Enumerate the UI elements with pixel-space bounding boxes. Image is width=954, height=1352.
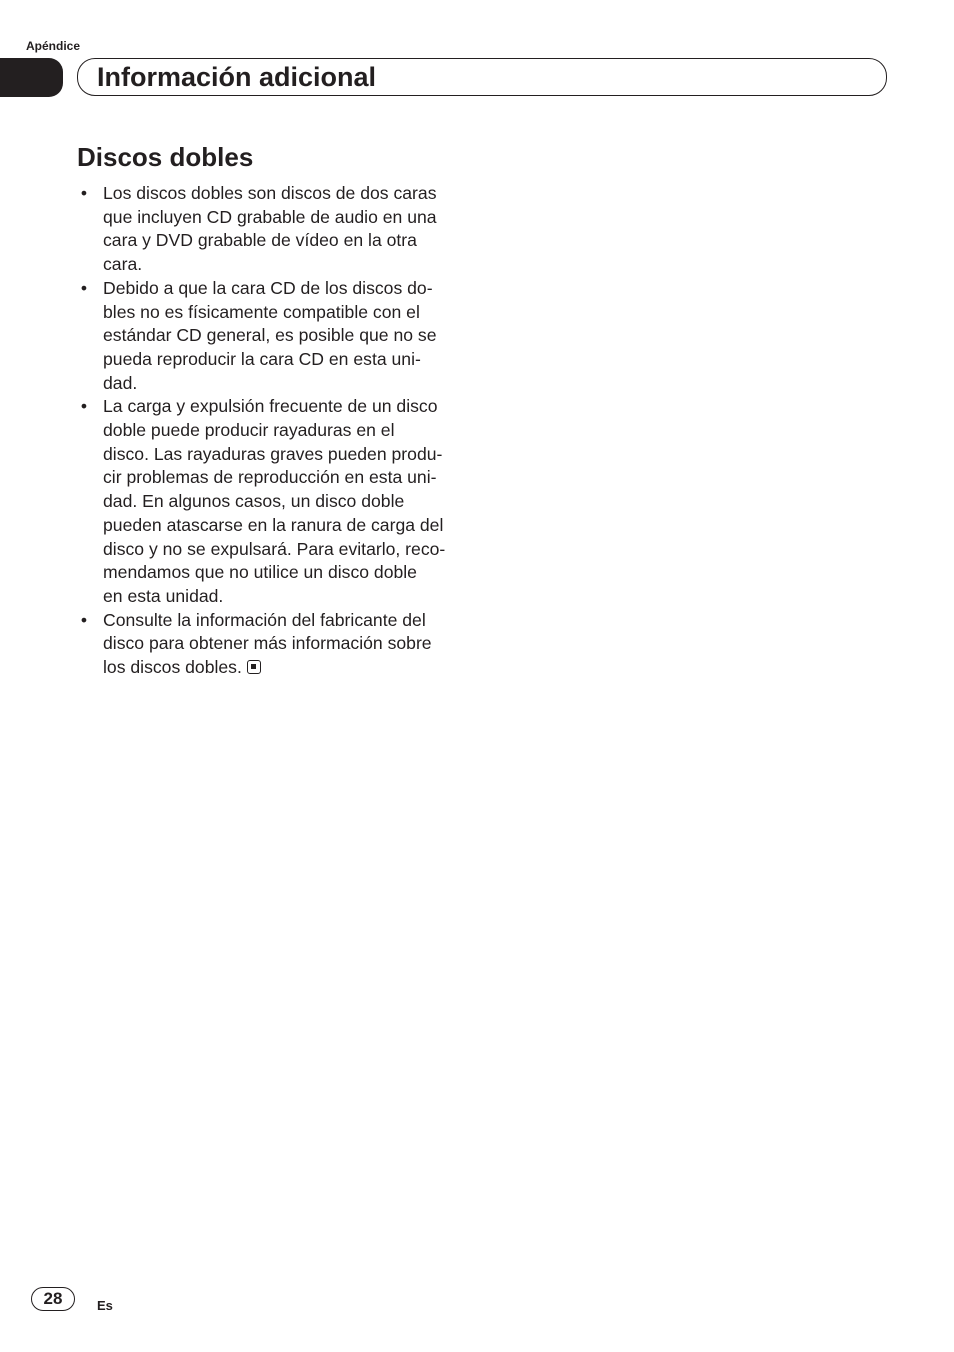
text-line: que incluyen CD grabable de audio en una — [103, 206, 437, 227]
text-line: Los discos dobles son discos de dos caras — [103, 183, 437, 203]
text-line: La carga y expulsión frecuente de un disco — [103, 396, 438, 417]
text-line: cara y DVD grabable de vídeo en la otra — [103, 230, 417, 251]
bullet-icon: • — [80, 277, 88, 298]
list-item — [77, 395, 472, 608]
text-line: disco y no se expulsará. Para evitarlo, reco- — [103, 538, 446, 559]
text-line: mendamos que no utilice un disco doble — [103, 562, 417, 583]
list-item — [77, 182, 472, 277]
bullet-text — [103, 277, 472, 396]
text-line: bles no es físicamente compatible con el — [103, 301, 420, 322]
bullet-icon: • — [80, 183, 88, 203]
chapter-tab — [0, 58, 63, 97]
text-line: disco para obtener más información sobre — [103, 633, 432, 654]
bullet-text — [103, 609, 472, 680]
text-line: dad. En algunos casos, un disco doble — [103, 491, 405, 512]
text-line: estándar CD general, es posible que no se — [103, 325, 437, 346]
list-item — [77, 277, 472, 396]
text-line: doble puede producir rayaduras en el — [103, 420, 395, 441]
section-label: Apéndice — [26, 39, 81, 53]
language-code: Es — [97, 1298, 113, 1313]
text-line: pueda reproducir la cara CD en esta uni- — [103, 348, 421, 369]
text-line: cara. — [103, 254, 143, 275]
text-line: disco. Las rayaduras graves pueden produ- — [103, 443, 443, 464]
bullet-text — [103, 182, 472, 277]
bullet-icon: • — [80, 609, 88, 630]
text-line: dad. — [103, 372, 138, 393]
text-line: Debido a que la cara CD de los discos do- — [103, 277, 433, 298]
text-line: Consulte la información del fabricante del — [103, 609, 426, 630]
text-line-last — [103, 656, 472, 680]
bullet-list — [77, 182, 472, 680]
bullet-text — [103, 395, 472, 608]
text-line: en esta unidad. — [103, 585, 224, 606]
page-number: 28 — [31, 1287, 75, 1311]
list-item — [77, 609, 472, 680]
end-of-section-icon — [247, 660, 261, 674]
text-line: cir problemas de reproducción en esta uni- — [103, 467, 437, 488]
header-bar — [77, 58, 887, 96]
section-heading: Discos dobles — [77, 142, 254, 172]
bullet-icon: • — [80, 396, 88, 417]
text-line: pueden atascarse en la ranura de carga del — [103, 514, 444, 535]
text-line: los discos dobles. — [103, 657, 242, 678]
header-title: Información adicional — [97, 62, 377, 92]
